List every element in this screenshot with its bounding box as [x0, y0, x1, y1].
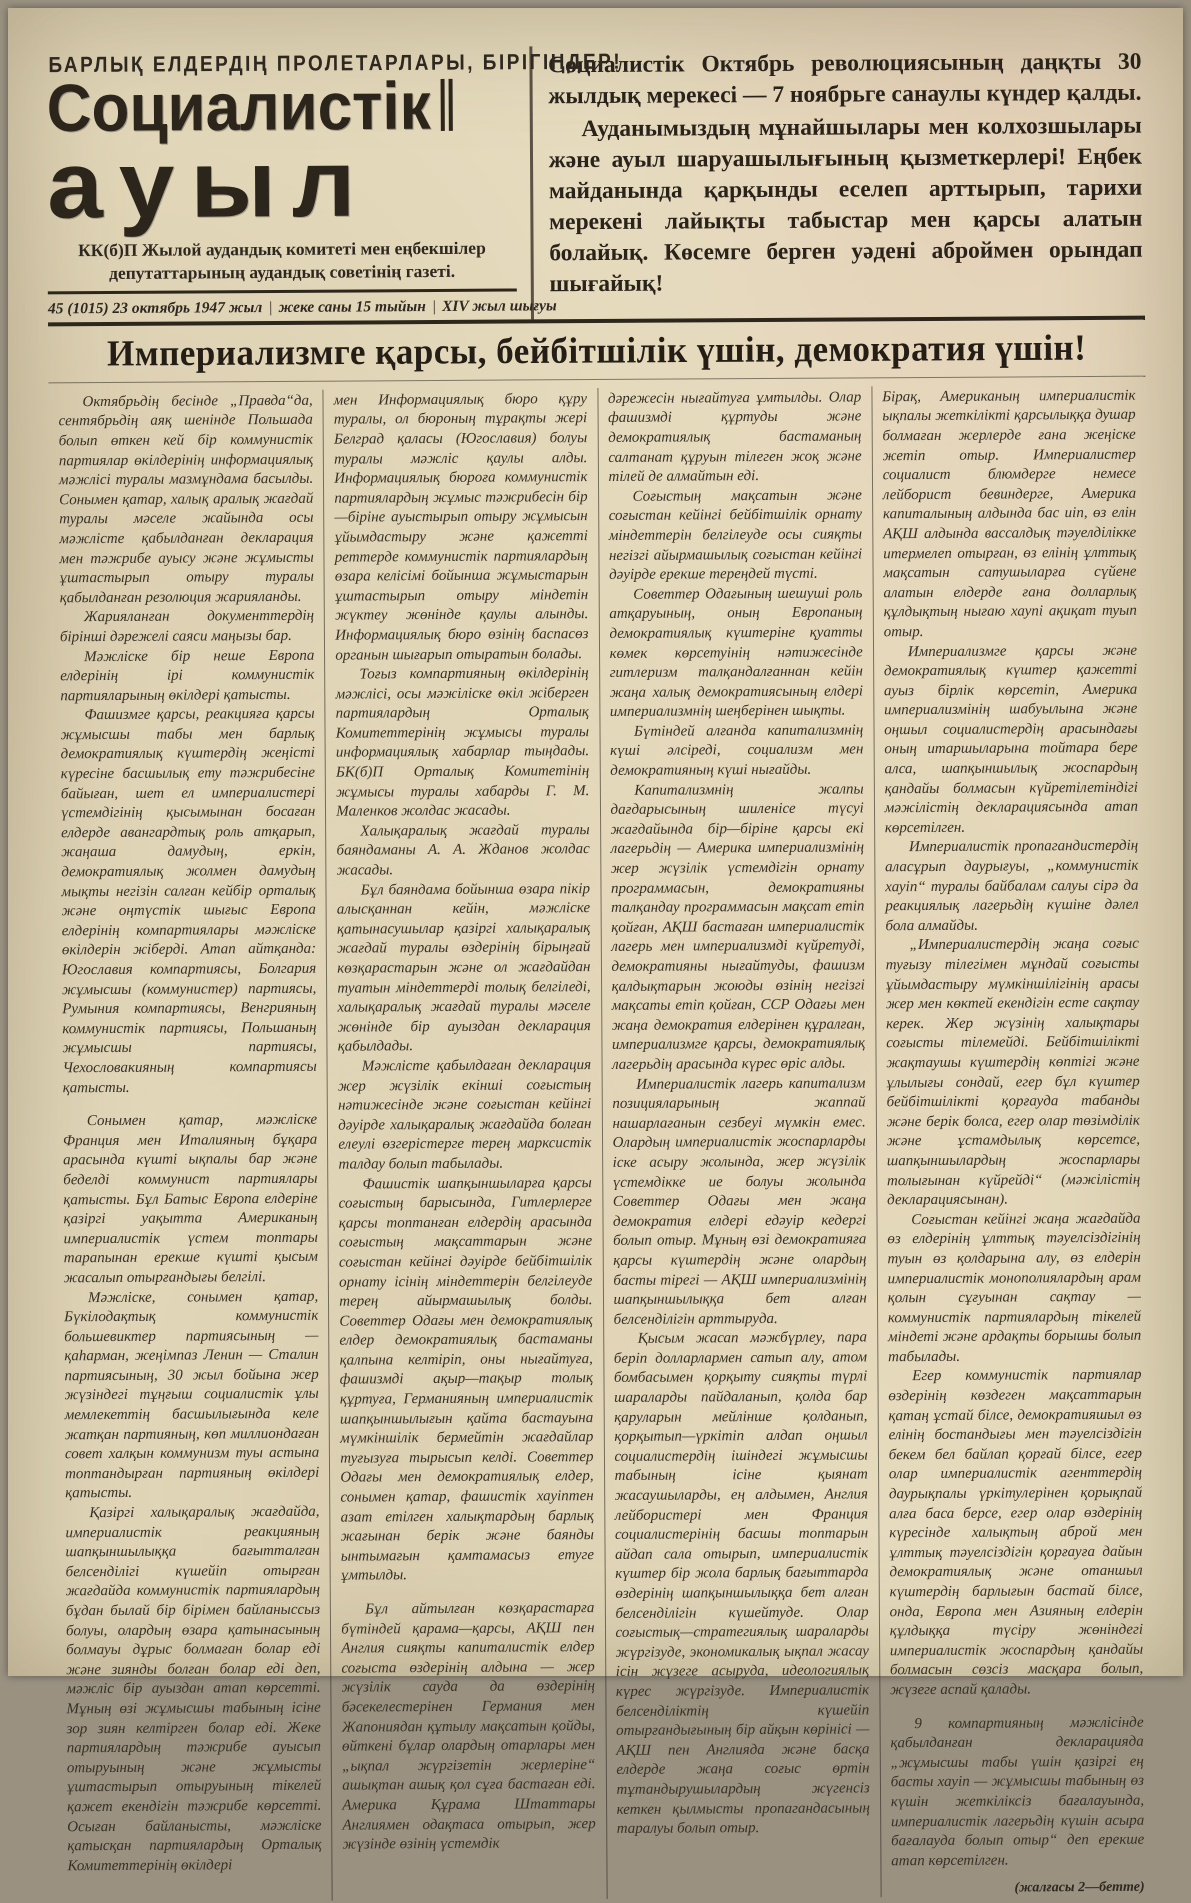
article-paragraph: Соғыстың мақсатын және соғыстан кейінгі бейбітшілік орнату міндеттерін белгілеуде осы сияқты негізгі айырмашылық соғыстан кейінгі дәуірде ерекше тереңдей түсті. — [608, 487, 863, 584]
article-paragraph: 9 компартияның мәжлісінде қабылданған декларацияда „жұмысшы табы үшін қазіргі ең басты хауіп — жұмысшы табының өз күшін жеткіліксіз бағалауында, империалистік лагерьдің күшін асыра бағалауда болып отыр“ деп ерекше атап көрсетілген. — [890, 1714, 1145, 1869]
headline-section — [48, 325, 1145, 383]
masthead-subtitle: КК(б)П Жылой аудандық комитеті мен еңбекшілер депутаттарының аудандық советінің газеті. — [77, 237, 486, 283]
article-paragraph: Мәжліске бір неше Европа елдерінің ірі коммунистік партияларының өкілдері қатысты. — [60, 647, 315, 704]
article-paragraph: Октябрьдің бесінде „Правда“да, сентябрьдің аяқ шенінде Польшада болып өткен кей бір коммунистік партиялар өкілдерінің информациялық мәжлісі туралы мазмұндама басылды. Сонымен қатар, халық аралық жағдай туралы мәселе жайында осы мәжлісте қабылданған декларация мен тәжрибе ауысу және жұмысты ұштастырып отыру туралы қабылданған резолюция жарияланды. — [58, 392, 314, 607]
article-paragraph: „Империалистердің жаңа соғыс туғызу тілегімен мұндай соғысты ұйымдастыру мүмкіншілігінің арасы жер мен көктей екендігін есте сақтау керек. Жер жүзінің халықтары соғысты тілемейді. Бейбітшілікті жақтаушы күштердің көптігі және ұлылығы сондай, егер бұл күштер бейбітшілікті қорғауда табанды және берік болса, егер олар төзімділік және ұстамдылық көрсетсе, шапқыншылардың жоспарлары толығынан күйрейді“ (мәжілістің декларациясынан). — [885, 936, 1141, 1209]
article-paragraph: Бұл баяндама бойынша өзара пікір алысқаннан кейін, мәжліске қатынасушылар қазіргі халықаралық жағдай туралы өздерінің бірыңғай көзқарастарын және ол жағдайдан туатын міндеттерді толық белгіледі, халықаралық жағдай туралы мәселе жөнінде бір ауыздан декларация қабылдады. — [336, 880, 591, 1055]
article-paragraph: Советтер Одағының шешуші роль атқаруының, оның Европаның демократиялық күштеріне қуатты көмек көрсетуінің нәтижесінде гитлеризм талқандалғаннан кейін жаңа халық демократиясының елдері империализмнің шеңберінен шықты. — [609, 585, 864, 721]
article-paragraph: Егер коммунистік партиялар өздерінің көздеген мақсаттарын қатаң ұстай білсе, демократияшыл өз елінің бостандығы мен тәуелсіздігін бекем бел байлап қорғай білсе, егер олар империалистік агенттердің даурықпалы үркітулерінен қорықпай алға баса берсе, егер олар өздерінің күресінде халықтың аброй мен ұлттық тәуелсіздігін қорғауға дайын демократиялық және отаншыл күштердің барлығын бастай білсе, онда, Европа мен Азияның елдерін құлдыққа түсіру жөніндегі империалистік жоспардың қандайы болмасын сөзсіз масқара болып, жүзеге аспай қалады. — [888, 1367, 1144, 1699]
article-paragraph: Фашизмге қарсы, реакцияға қарсы жұмысшы табы мен барлық демократиялық күштердің жеңісті күресіне басшылық ету тәжрибесіне байыған, шет ел империалистері үстемдігінің қысымынан босаған елдерде авангардтық роль атқарып, жаңаша дамудың, еркін, демократиялық жолмен дамудың мықты негізін салған кейбір орталық және оңтүстік шығыс Европа елдерінің компартиялары мәжліске өкілдерін жіберді. Атап айтқанда: Югославия компартиясы, Болгария жұмысшы (коммунистер) партиясы, Румыния компартиясы, Венгрияның коммунистік партиясы, Польшаның жұмысшы партиясы, Чехословакияның компартиясы қатысты. — [60, 706, 317, 1096]
page-content — [46, 43, 1154, 1903]
price: жеке саны 15 тыйын — [278, 297, 426, 316]
article-paragraph: Жарияланған документтердің бірінші дәрежелі саяси маңызы бар. — [59, 608, 315, 646]
newspaper-title — [46, 69, 517, 239]
article-paragraph: Қазіргі халықаралық жағдайда, империалистік реакцияның шапқыншылыққа бағытталған белсенділігі күшейіп отырған жағдайда коммунистік партиялардың бұдан былай бір бірімен байланыссыз болуы, олардың өзара қатынасының болмауы дұрыс болмаған болар еді және зиянды болған болар еді деп, мәжліс бір ауыздан атап көрсетті. Мұның өзі жұмысшы табының ісіне зор зиян келтірген болар еді. Жеке партиялардың тәжрибе ауысып отыруының және жұмысты ұштастырып отыруының тікелей қажет екендігін тәжрибе көрсетті. Осыған байланысты, мәжліске қатысқан партиялардың Орталық Комитеттерінің өкілдері — [65, 1503, 322, 1875]
article-paragraph: Бұл айтылған көзқарастарға бүтіндей қарама—қарсы, АҚШ пен Англия сияқты капиталистік елдер соғыста өздерінің алдына — жер жүзілік сауда да өздерінің бәсекелестерінен Германия мен Жапониядан құтылу мақсатын қойды, өйткені бұлар олардың отарлары мен „ықпал жүргізетін жерлеріне“ ашықтан ашық қол сұға бастаған еді. Америка Құрама Штаттары Англиямен одақтаса отырып, жер жүзінде өзінің үстемдік — [341, 1600, 596, 1853]
edition-year: XIV жыл шығуы — [441, 297, 557, 315]
continuation-note: (жалғасы 2—бетте) — [1014, 1880, 1145, 1896]
article-paragraph: Тоғыз компартияның өкілдерінің мәжлісі, осы мәжіліске өкіл жіберген партиялардың Орталық Комитеттерінің жұмысы туралы информациялық хабарлар тыңдады. БК(б)П Орталық Комитетінің жұмысы туралы хабарды Г. М. Маленков жолдас жасады. — [335, 665, 590, 820]
article-paragraph: Империалистік лагерь капитализм позицияларының жаппай нашарлағанын сезбеуі мүмкін емес. Олардың империалистік жоспарларды іске асыру жолында, жер жүзілік үстемдікке ие болуы жолында Советтер Одағы мен жаңа демократия елдері едәуір кедергі болып отыр. Мұның өзі демократияға қарсы күштердің және олардың басты тірегі — АҚШ империализмінің шапқыншылыққа бет алған белсенділігін арттыруда. — [612, 1074, 867, 1328]
masthead — [46, 46, 623, 322]
issue-number-date: 45 (1015) 23 октябрь 1947 жыл — [47, 298, 263, 318]
article-paragraph: Халықаралық жағдай туралы баяндаманы А. А. Жданов жолдас жасады. — [336, 821, 590, 879]
newspaper-title-line1: Социалистік — [46, 69, 431, 147]
lead-announcement — [529, 43, 1145, 320]
main-headline: Империализмге қарсы, бейбітшілік үшін, демократия үшін! — [106, 326, 1087, 374]
dateline — [47, 288, 557, 322]
article-paragraph: Капитализмнің жалпы дағдарысының шиленісе түсуі жағдайында бір—біріне қарсы екі лагерьдің — Америка империализмінің жер жүзілік үстемдігін орнату программасын, демократияны талқандау программасын мақсат етіп қойған, АҚШ бастаған империалистік лагерь мен империализмді күйретуді, демократияны нығайтуды, фашизм қалдықтарын жоюды өзінің негізгі мақсаты етіп қойған, ССР Одағы мен жаңа демократия елдерінен құралған, империализмге қарсы, демократиялық лагерьдің арасында күрес өріс алды. — [610, 781, 866, 1073]
article-paragraph: Бүтіндей алғанда капитализмнің күші әлсіреді, социализм мен демократияның күші нығайды. — [610, 722, 864, 780]
article-paragraph: Мәжлісте қабылдаған декларация жер жүзілік екінші соғыстың нәтижесінде және соғыстан кейінгі дәуірде халықаралық жағдайда болған елеулі өзгерістерге терең марксистік талдау болып табылады. — [337, 1057, 592, 1173]
article-paragraph: Фашистік шапқыншыларға қарсы соғыстың барысында, Гитлерлерге қарсы топтанған елдердің арасында соғыстың мақсаттарын және соғыстан кейінгі дәуірде бейбітшілік орнату ісінің міндеттерін белгілеуде терең айырмашылық болды. Советтер Одағы мен демократиялық елдер демократиялық бастаманы қалпына келтіріп, оны нығайтуға, фашизмді ақыр—тақыр толық құртуға, Германияның империалистік шапқыншылығын қайта бастауына мүмкіншілік бермейтін жағдайлар туғызуға тырысып келді. Советтер Одағы мен демократиялық елдер, сонымен қатар, фашистік хауіптен азат етілген халықтардың барлық жағынан берік және баянды ынтымағын қамтамасыз етуге ұмтылды. — [338, 1174, 595, 1585]
article-paragraph: Империалистік пропагандистердің аласұрып даурығуы, „коммунистік хауіп“ туралы байбалам салуы сірә да реакциялық лагерьдің күшіне дәлел бола алмайды. — [885, 838, 1139, 935]
article-paragraph: Империализмге қарсы және демократиялық күштер қажетті ауыз бірлік көрсетіп, Америка империализмінің шабуылына және оңшыл социалистердің арасындағы оның итаршыларына тойтара бере алса, шапқыншылық жоспардың қандайы болмасын күйретілетіндігі мәжілістің декларациясында атап көрсетілген. — [883, 642, 1139, 837]
article-paragraph: Қысым жасап мәжбүрлеу, пара беріп долларлармен сатып алу, атом бомбасымен қорқыту сияқты түрлі шараларды пайдаланып, қолда бар қаруларын мейлінше қолданып, қорқытып—үркітіп алдап оңшыл социалистердің ішіндегі жұмысшы табының ісіне қыянат жасаушыларды, ең алдымен, Англия лейбористері мен Франция социалистерінің басшы топтарын айдап сала отырып, империалистік күштер бір жола барлық бағыттарда өздерінің шапқыншылыққа бет алған белсенділігін күшейтуде. Олар соғыстық—стратегиялық шараларды жүргізуде, экономикалық ықпал жасау ісін жүзеге асыруда, идеологиялық күрес жүргізуде. Империалистік белсенділіктің күшейіп отырғандығының бір айқын көрінісі — АҚШ пен Англияда және басқа елдерде жаңа соғыс өртін тұтандырушылардың жүгенсіз кеткен қылмысты пропагандасының таралуы болып отыр. — [613, 1329, 870, 1838]
article-paragraph: дәрежесін нығайтуға ұмтылды. Олар фашизмді құртуды және демократиялық бастаманың салтанат құруын тілеген жоқ және тілей де алмайтын еді. — [607, 389, 862, 486]
article-column-2 — [323, 388, 606, 1901]
article-paragraph: Соғыстан кейінгі жаңа жағдайда өз елдерінің ұлттық тәуелсіздігінің туын өз қолдарына алу, өз елдерін империалистік монополиялардың арам қолын сұғуынан сақтау — коммунистік партиялардың тікелей міндеті және ардақты борышы болып табылады. — [887, 1210, 1142, 1366]
article-body — [48, 384, 1154, 1902]
article-paragraph: Бірақ, Американың империалистік ықпалы жеткілікті қарсылыққа душар болмаған жерлерде ғана жеңіске жетіп отыр. Империалистер социалист блюмдерге немесе лейборист бевиндерге, Америка капиталының алдында бас иіп, өз елін АҚШ алдында вассалдық тәуелділікке итермелеп отырған, өз елінің ұлттық мақсатын сатушыларға сүйене алатын елдерде ғана долларлық құлдықтың нығаю хаупі ақиқат туып отыр. — [882, 387, 1137, 641]
separator: | — [431, 297, 437, 315]
announcement-paragraph: Социалистік Октябрь революциясының даңқты 30 жылдық мерекесі — 7 ноябрьге санаулы күндер қалды. — [548, 48, 1142, 110]
separator: | — [268, 298, 273, 316]
article-paragraph: мен Информациялық бюро құру туралы, ол бюроның тұрақты жері Белград қаласы (Югославия) болуы туралы мәжліс қаулы алды. Информациялық бюроға коммунистік партиялардың жұмыс тәжрибесін бір—біріне ауыстырып отыру жұмысын ұйымдастыру және қажетті реттерде коммунистік партиялардың өзара келісімі бойынша жұмыстарын ұштастырып отыру міндетін жүктеу жөнінде қаулы алынды. Информациялық бюро өзінің баспасөз органын шығарып отыратын болады. — [333, 390, 589, 664]
article-paragraph: Сонымен қатар, мәжліске Франция мен Италияның бұқара арасында күшті ықпалы бар және беделді коммунист партиялары қатысты. Бұл Батыс Европа елдеріне қазіргі уақытта Американың империалистік үстем топтары тарапынан ерекше күшті қысым жасалып отырғандығы белгілі. — [62, 1111, 319, 1287]
article-column-4 — [871, 384, 1154, 1897]
article-column-3 — [597, 386, 880, 1899]
article-paragraph: Мәжліске, сонымен қатар, Бүкілодақтық коммунистік большевиктер партиясының — қаһарман, жеңімпаз Ленин — Сталин партиясының, 30 жыл бойына жер жүзіндегі тұңғыш социалистік ұлы мемлекеттің басшылығында келе жатқан партияның, көп миллиондаған совет халқын коммунизм туы астына топтандырған партияның өкілдері қатысты. — [64, 1288, 320, 1502]
proletarians-slogan: БАРЛЫҚ ЕЛДЕРДІҢ ПРОЛЕТАРЛАРЫ, БІРІГІҢДЕР! — [48, 50, 623, 78]
announcement-paragraph: Ауданымыздың мұнайшылары мен колхозшылары және ауыл шаруашылығының қызметкерлері! Еңбек майданында қарқынды еселеп арттырып, тарихи мерекені лайықты табыстар мен қарсы алатын болайық. Көсемге берген уәдені аброймен орындап шығайық! — [548, 112, 1143, 298]
article-column-1 — [48, 389, 331, 1902]
masthead-section — [46, 43, 1145, 326]
newspaper-title-line2: ауыл — [46, 129, 372, 239]
newspaper-page — [8, 8, 1183, 1896]
masthead-bars-icon — [437, 79, 453, 131]
